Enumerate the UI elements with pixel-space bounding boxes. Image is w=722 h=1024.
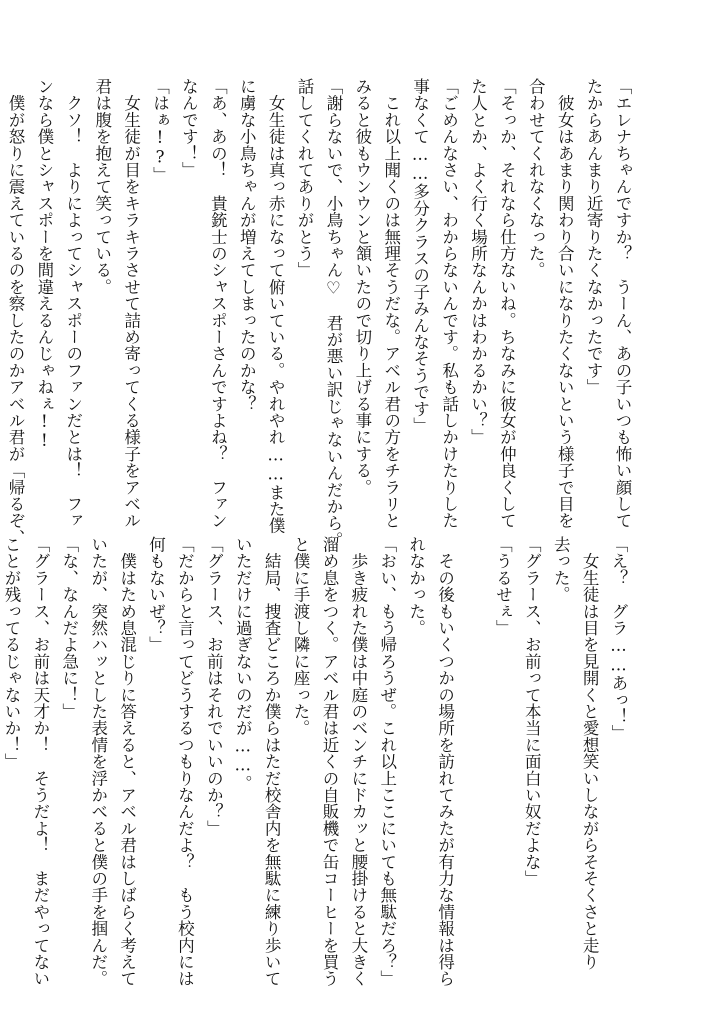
text-line: 「あ、あの！ 貴銃士のシャスポーさんですよね？ ファン bbox=[208, 78, 228, 529]
text-line: 「グラース、お前って本当に面白い奴だよな」 bbox=[522, 536, 542, 887]
text-line: 「え？ グラ……あっ！」 bbox=[609, 536, 628, 742]
text-line: ことが残ってるじゃないか！」 bbox=[1, 536, 21, 770]
text-line: 去った。 bbox=[551, 536, 571, 603]
text-line: 女生徒は目を見開くと愛想笑いしながらそそくさと走り bbox=[580, 536, 600, 971]
text-line: 話してくれてありがとう」 bbox=[295, 78, 315, 279]
text-line: クソ！ よりによってシャスポーのファンだとは！ ファ bbox=[63, 78, 83, 529]
text-line: 「な、なんだよ急に！」 bbox=[59, 536, 79, 720]
text-line: いたが、突然ハッとした表情を浮かべると僕の手を掴んだ。 bbox=[88, 536, 108, 987]
text-line: 僕はため息混じりに答えると、アベル君はしばらく考えて bbox=[117, 536, 137, 987]
text-line: 「グラース、お前はそれでいいのか？」 bbox=[204, 536, 224, 837]
text-line: 「グラース、お前は天才か！ そうだよ！ まだやってない bbox=[30, 536, 50, 987]
text-line: た人とか、よく行く場所なんかはわかるかい？」 bbox=[468, 78, 488, 446]
text-line: 君は腹を抱えて笑っている。 bbox=[92, 78, 112, 296]
text-line: 事なくて……多分クラスの子みんなそうです」 bbox=[410, 78, 430, 434]
text-line: 女生徒が目をキラキラさせて詰め寄ってくる様子をアベル bbox=[121, 78, 141, 529]
text-line: ンなら僕とシャスポーを間違えるんじゃねぇ!! bbox=[34, 78, 54, 451]
text-line: 女生徒は真っ赤になって俯いている。やれやれ……また僕 bbox=[266, 78, 286, 534]
text-line bbox=[459, 536, 488, 966]
text-line: 溜め息をつく。アベル君は近くの自販機で缶コーヒーを買う bbox=[319, 536, 339, 987]
text-line: 「おい、もう帰ろうぜ。これ以上ここにいても無駄だろ？」 bbox=[377, 536, 397, 987]
text-line: 僕が怒りに震えているのを察したのかアベル君が「帰るぞ、 bbox=[5, 78, 25, 546]
text-line: 「エレナちゃんですか？ うーん、あの子いつも怖い顔して bbox=[613, 78, 632, 529]
text-line: 「そっか、それなら仕方ないね。ちなみに彼女が仲良くして bbox=[497, 78, 517, 529]
text-line: と僕に手渡し隣に座った。 bbox=[291, 536, 311, 737]
text-line: 「謝らないで、小鳥ちゃん♡ 君が悪い訳じゃないんだから。 bbox=[323, 78, 343, 549]
text-line: 「だからと言ってどうするつもりなんだよ？ もう校内には bbox=[175, 536, 195, 987]
text-line: たからあんまり近寄りたくなかったです」 bbox=[584, 78, 604, 396]
text-line: 「うるせぇ」 bbox=[493, 536, 513, 637]
text-line: 結局、捜査どころか僕らはただ校舎内を無駄に練り歩いて bbox=[262, 536, 282, 987]
text-line: その後もいくつかの場所を訪れてみたが有力な情報は得ら bbox=[435, 536, 455, 987]
text-line: 「ごめんなさい、わからないんです。私も話しかけたりした bbox=[439, 78, 459, 529]
top-text-block bbox=[5, 78, 636, 549]
text-line: 歩き疲れた僕は中庭のベンチにドカッと腰掛けると大きく bbox=[348, 536, 368, 987]
text-line: いただけに過ぎないのだが……。 bbox=[233, 536, 253, 792]
text-line: みると彼もウンウンと頷いたので切り上げる事にする。 bbox=[352, 78, 372, 496]
text-line: なんです！」 bbox=[179, 78, 199, 179]
text-line: れなかった。 bbox=[406, 536, 426, 637]
text-line: に虜な小鳥ちゃんが増えてしまったのかな？ bbox=[237, 78, 257, 412]
text-line: これ以上聞くのは無理そうだな。アベル君の方をチラリと bbox=[381, 78, 401, 529]
text-line: 合わせてくれなくなった。 bbox=[526, 78, 546, 279]
text-line: 「はぁ!?」 bbox=[150, 78, 170, 184]
text-line: 彼女はあまり関わり合いになりたくないという様子で目を bbox=[555, 78, 575, 529]
text-line: 何もないぜ？」 bbox=[146, 536, 166, 653]
bottom-text-block bbox=[1, 536, 632, 987]
